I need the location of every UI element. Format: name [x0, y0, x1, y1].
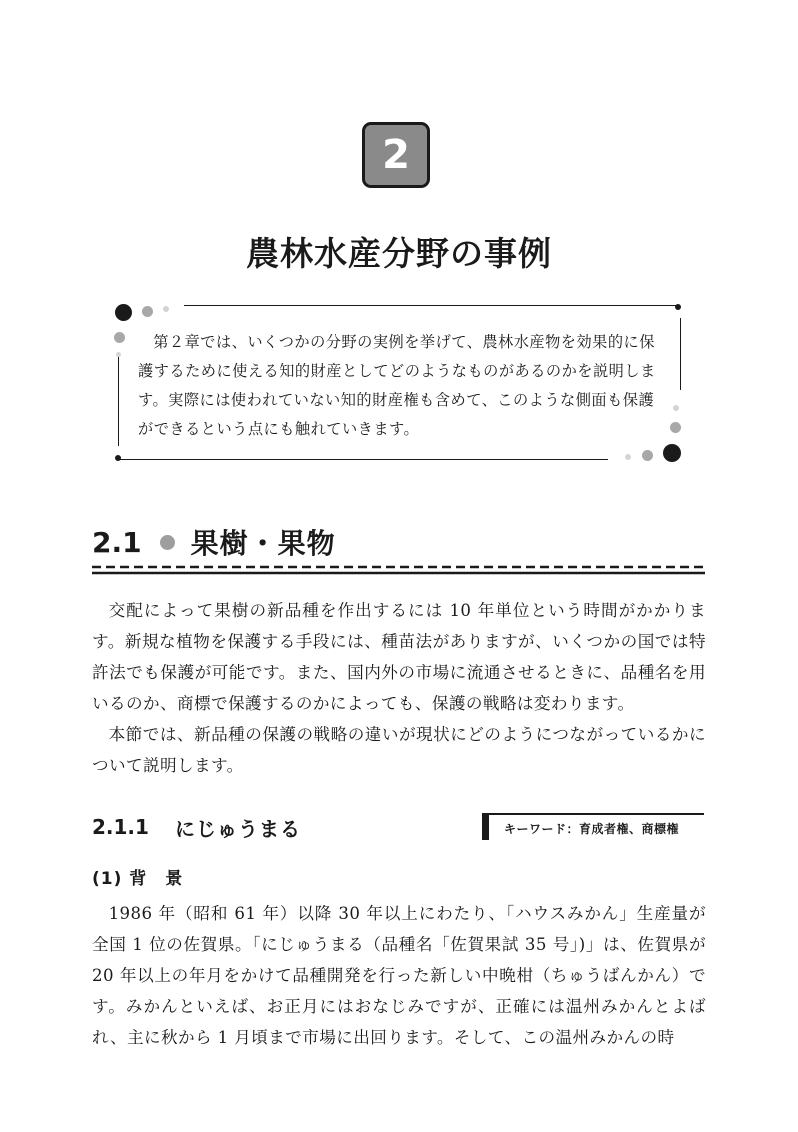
- frame-dot-left-medium: [114, 332, 125, 343]
- frame-dot-small: [163, 306, 169, 312]
- subsection-number: 2.1.1: [92, 815, 149, 839]
- frame-dot-br-large: [663, 444, 681, 462]
- frame-bottom-line: [120, 459, 608, 460]
- chapter-intro: [138, 328, 666, 444]
- keyword-box: [482, 813, 704, 840]
- subsection-heading: [92, 812, 301, 842]
- keyword-top-line: [489, 813, 704, 815]
- frame-dot-corner-tr: [675, 304, 681, 310]
- frame-dot-medium: [142, 306, 153, 317]
- frame-dot-right-medium: [670, 422, 681, 433]
- chapter-number: 2: [382, 132, 410, 178]
- keyword-bar: [482, 813, 489, 840]
- section-paragraph: 本節では、新品種の保護の戦略の違いが現状にどのようにつながっているかについて説明します。: [92, 725, 706, 775]
- section-paragraph: 交配によって果樹の新品種を作出するには 10 年単位という時間がかかります。新規な植物を保護する手段には、種苗法がありますが、いくつかの国では特許法でも保護が可能です。また、国内外の市場に流通させるときに、品種名を用いるのか、商標で保護するのかによっても、保護の戦略は変わります。: [92, 601, 706, 713]
- frame-dot-br-medium: [642, 450, 653, 461]
- frame-dot-left-small: [116, 352, 121, 357]
- chapter-number-badge: [362, 122, 430, 188]
- frame-dot-br-small: [625, 454, 631, 460]
- frame-dot-large: [115, 304, 132, 321]
- subsection-body: [92, 898, 706, 1053]
- section-number: 2.1: [92, 525, 142, 559]
- frame-dot-right-small: [673, 405, 679, 411]
- frame-top-line: [184, 305, 680, 306]
- chapter-intro-text: 第２章では、いくつかの分野の実例を挙げて、農林水産物を効果的に保護するために使える知的財産としてどのようなものがあるのかを説明します。実際には使われていない知的財産権も含めて、このような側面も保護ができるという点にも触れていきます。: [138, 333, 656, 438]
- section-bullet-icon: [160, 535, 175, 550]
- section-heading: [92, 522, 712, 562]
- subsection-paragraph: 1986 年（昭和 61 年）以降 30 年以上にわたり、「ハウスみかん」生産量が全国 1 位の佐賀県。「にじゅうまる（品種名「佐賀果試 35 号」)」は、佐賀県が 20 年以上の年月をかけて品種開発を行った新しい中晩柑（ちゅうばんかん）です。みかんといえば、お正月にはおなじみですが、正確には温州みかんとよばれ、主に秋から 1 月頃まで市場に出回ります。そして、この温州みかんの時: [92, 904, 706, 1047]
- chapter-title: 農林水産分野の事例: [246, 234, 552, 273]
- frame-dot-corner-bl: [115, 455, 121, 461]
- section-body: [92, 595, 706, 781]
- section-underline: [92, 564, 705, 576]
- section-title: 果樹・果物: [190, 527, 336, 560]
- frame-left-line: [118, 356, 119, 446]
- paragraph-heading: (1) 背 景: [92, 869, 184, 889]
- keyword-text: キーワード：育成者権、商標権: [504, 822, 680, 836]
- subsection-title: にじゅうまる: [174, 816, 301, 841]
- frame-right-line: [680, 318, 681, 390]
